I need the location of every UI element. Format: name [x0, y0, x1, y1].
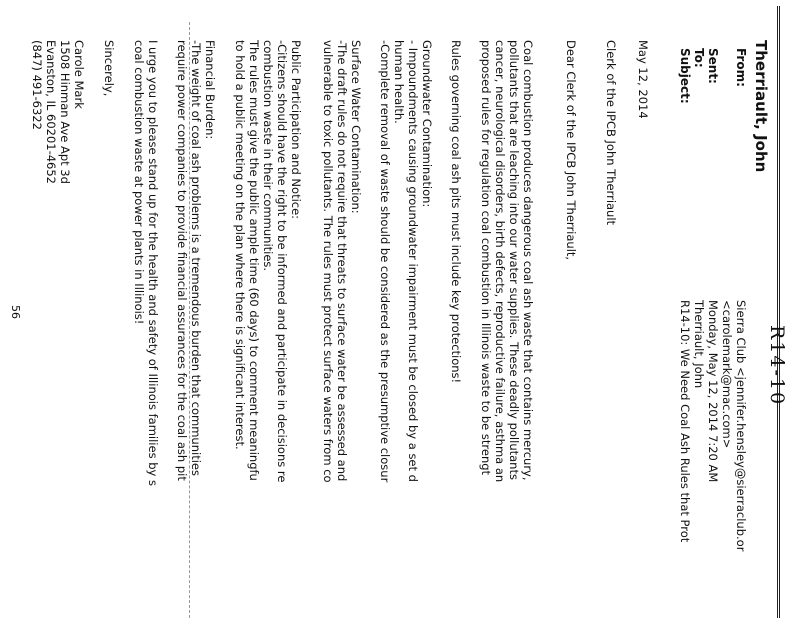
section-line: -The weight of coal ash problems is a tremendous burden that communities — [189, 40, 203, 476]
from-value: Sierra Club <jennifer.hensley@sierraclub.or — [734, 300, 748, 552]
subject-label: Subject: — [678, 48, 692, 104]
sent-value: Monday, May 12, 2014 7:20 AM — [706, 300, 720, 483]
intro-line: pollutants that are leaching into our water supplies. These deadly pollutants — [507, 40, 521, 480]
signature-city: Evanston, IL 60201-4652 — [44, 40, 58, 184]
signature-phone: (847) 491-6322 — [30, 40, 44, 130]
letter-date: May 12, 2014 — [636, 40, 650, 119]
to-value: Therriault, John — [692, 300, 706, 389]
intro-line: Coal combustion produces dangerous coal ash waste that contains mercury, — [521, 40, 535, 481]
from-label: From: — [734, 48, 748, 87]
sent-label: Sent: — [706, 48, 720, 84]
sender-name: Therriault, John — [752, 40, 770, 173]
page-number: 56 — [9, 305, 22, 319]
section-line: -Citizens should have the right to be informed and participate in decisions re — [275, 40, 289, 483]
closing-plea-line: coal combustion waste at power plants in Illinois! — [132, 40, 146, 325]
section-heading-surface-water: Surface Water Contamination: — [349, 40, 363, 214]
section-line: The rules must give the public ample time (60 days) to comment meaningfu — [247, 40, 261, 481]
from-value-2: <carolemark@mac.com> — [720, 300, 734, 449]
section-line: - Impoundments causing groundwater impairment must be closed by a set d — [406, 40, 420, 482]
document-number: R14-10 — [766, 325, 788, 407]
subject-value: R14-10: We Need Coal Ash Rules that Prot — [678, 300, 692, 543]
section-heading-financial: Financial Burden: — [203, 40, 217, 140]
to-label: To: — [692, 48, 706, 68]
intro-line: cancer, neurological disorders, birth defects, reproductive failure, asthma an — [493, 40, 507, 483]
section-line: combustion waste in their communities. — [261, 40, 275, 272]
recipient-line: Clerk of the IPCB John Therriault — [604, 40, 618, 226]
signoff: Sincerely, — [102, 40, 116, 97]
intro-line: proposed rules for regulation coal combustion in Illinois waste to be strengt — [479, 40, 493, 476]
closing-plea-line: I urge you to please stand up for the health and safety of Illinois families by s — [146, 40, 160, 486]
section-line: human health. — [392, 40, 406, 124]
salutation: Dear Clerk of the IPCB John Therriault, — [564, 40, 578, 261]
section-line: to hold a public meeting on the plan where there is significant interest. — [233, 40, 247, 450]
signature-name: Carole Mark — [72, 40, 86, 109]
section-line: -Complete removal of waste should be considered as the presumptive closur — [378, 40, 392, 483]
section-heading-groundwater: Groundwater Contamination: — [420, 40, 434, 208]
signature-address: 1508 Hinman Ave Apt 3d — [58, 40, 72, 184]
section-line: vulnerable to toxic pollutants. The rules must protect surface waters from co — [321, 40, 335, 483]
scan-edge-dashes — [189, 22, 190, 618]
rules-line: Rules governing coal ash pits must include key protections! — [449, 40, 463, 384]
section-line: require power companies to provide financial assurances for the coal ash pit — [175, 40, 189, 481]
section-line: -The draft rules do not require that threats to surface water be assessed and — [335, 40, 349, 482]
header-rule — [777, 6, 780, 618]
section-heading-public-participation: Public Participation and Notice: — [289, 40, 303, 220]
